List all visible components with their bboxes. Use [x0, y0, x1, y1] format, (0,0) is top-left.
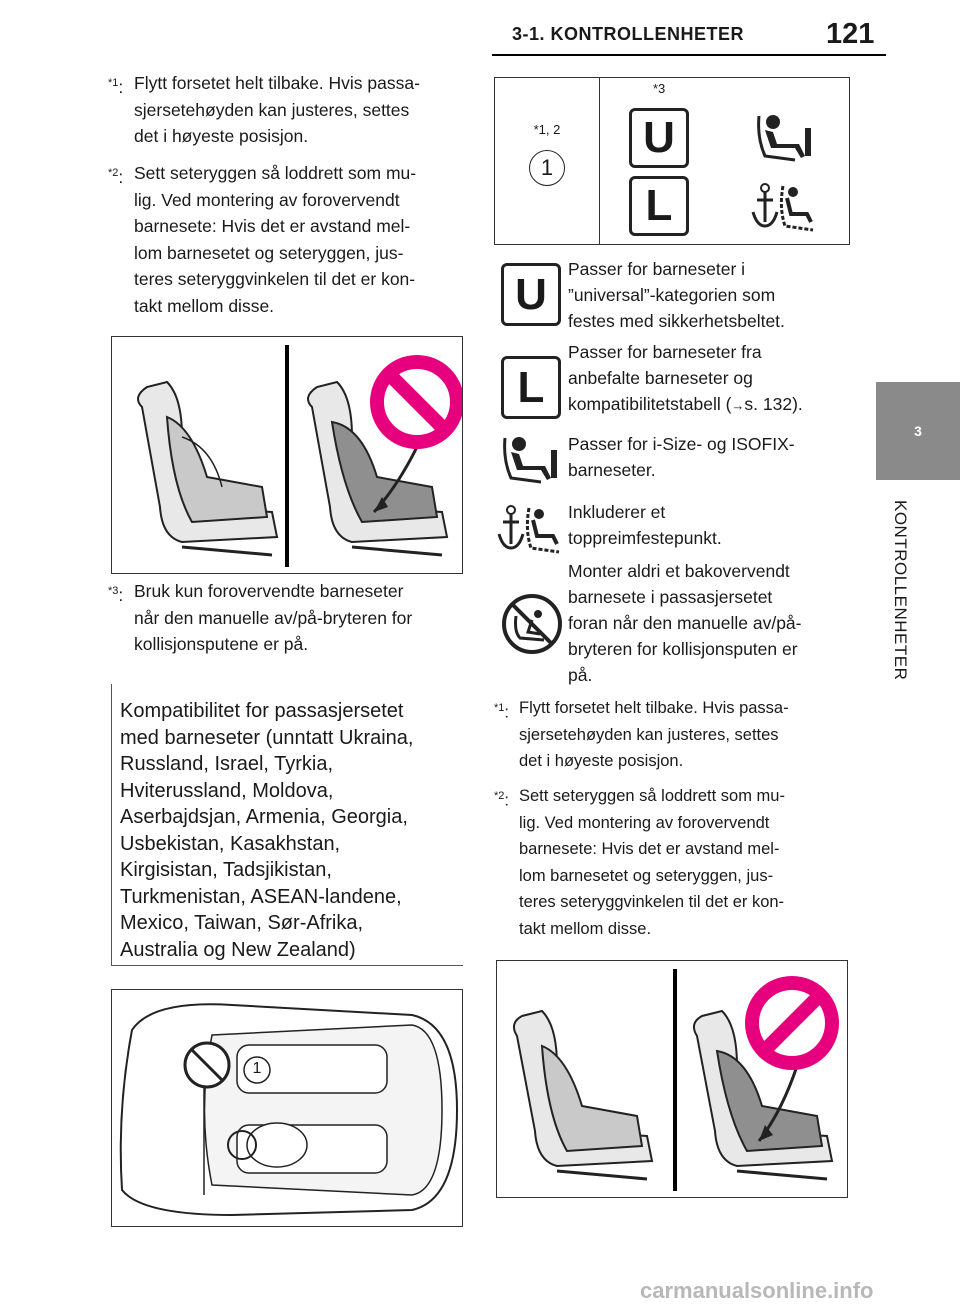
legend-universal-icon: U — [501, 263, 561, 326]
seat-number-badge: 1 — [529, 150, 565, 186]
legend-universal-text: Passer for barneseter i ”universal”-kategorien som festes med sikkerhetsbeltet. — [568, 259, 785, 331]
seat-comparison-figure-right — [497, 961, 847, 1197]
seat-position-label: 1 — [252, 1060, 262, 1077]
chapter-tab[interactable] — [876, 382, 960, 480]
car-top-view — [112, 990, 462, 1226]
header-rule — [492, 54, 886, 56]
legend-top-tether-text: Inkluderer et toppreimfestepunkt. — [568, 502, 722, 548]
car-top-view-diagram — [111, 989, 463, 1227]
note-2: $^{*2}$: Sett seteryggen så loddrett som mu- lig. Ved montering av forovervendt barnesete: Hvis det er avstand mel- lom barnesetet og seteryggen, jus- teres seteryggvinkelen til det er kon- takt mellom disse. — [108, 163, 417, 316]
page-number: 121 — [826, 18, 875, 50]
universal-badge: U — [629, 108, 689, 168]
compatibility-heading-box: Kompatibilitet for passasjersetet med barneseter (unntatt Ukraina, Russland, Israel, Tyrkia, Hviterussland, Moldova, Aserbajdsjan, Armenia, Georgia, Usbekistan, Kasakhstan, Kirgisistan, Tadsjikistan, Turkmenistan, ASEAN-landene, Mexico, Taiwan, Sør-Afrika, Australia og New Zealand) — [111, 684, 463, 966]
seat-illustration-left — [111, 336, 463, 574]
top-tether-icon — [751, 178, 815, 234]
legend-isofix-icon — [501, 430, 561, 490]
col2-note-ref: *3 — [653, 81, 666, 96]
isofix-icon — [755, 108, 815, 168]
note-2-right: $^{*2}$: Sett seteryggen så loddrett som mu- lig. Ved montering av forovervendt barnesete: Hvis det er avstand mel- lom barnesetet og seteryggen, jus- teres seteryggvinkelen til det er kon- takt mellom disse. — [494, 787, 785, 938]
page-ref-link[interactable]: s. 132). — [744, 394, 803, 414]
legend-l-icon: L — [501, 356, 561, 419]
note-1-right: $^{*1}$: Flytt forsetet helt tilbake. Hvis passa- sjersetehøyden kan justeres, settes det i høyeste posisjon. — [494, 699, 789, 770]
col1-note-ref: *1, 2 — [533, 122, 561, 137]
legend-top-tether-icon — [497, 500, 561, 556]
chapter-side-label: KONTROLLENHETER — [891, 500, 910, 681]
l-badge: L — [629, 176, 689, 236]
legend-l-text: Passer for barneseter fra anbefalte barneseter og kompatibilitetstabell (→s. 132). — [568, 342, 803, 414]
legend-no-rearward-text: Monter aldri et bakovervendt barnesete i passasjersetet foran når den manuelle av/på- bryteren for kollisjonsputen er på. — [568, 561, 802, 685]
watermark-text: carmanualsonline.info — [640, 1278, 874, 1303]
seat-comparison-figure — [112, 337, 462, 573]
chapter-number: 3 — [914, 423, 922, 439]
seat-illustration-right — [496, 960, 848, 1198]
legend-no-rearward-icon — [500, 592, 564, 656]
section-title: 3-1. KONTROLLENHETER — [512, 24, 745, 44]
page-ref-arrow-icon: → — [731, 398, 745, 413]
compatibility-table — [494, 77, 850, 245]
legend-isofix-text: Passer for i-Size- og ISOFIX- barneseter. — [568, 434, 795, 480]
note-3: $^{*3}$: Bruk kun forovervendte barneseter når den manuelle av/på-bryteren for kollisjonsputene er på. — [108, 581, 413, 654]
note-1: $^{*1}$: Flytt forsetet helt tilbake. Hvis passa- sjersetehøyden kan justeres, settes det i høyeste posisjon. — [108, 73, 420, 146]
